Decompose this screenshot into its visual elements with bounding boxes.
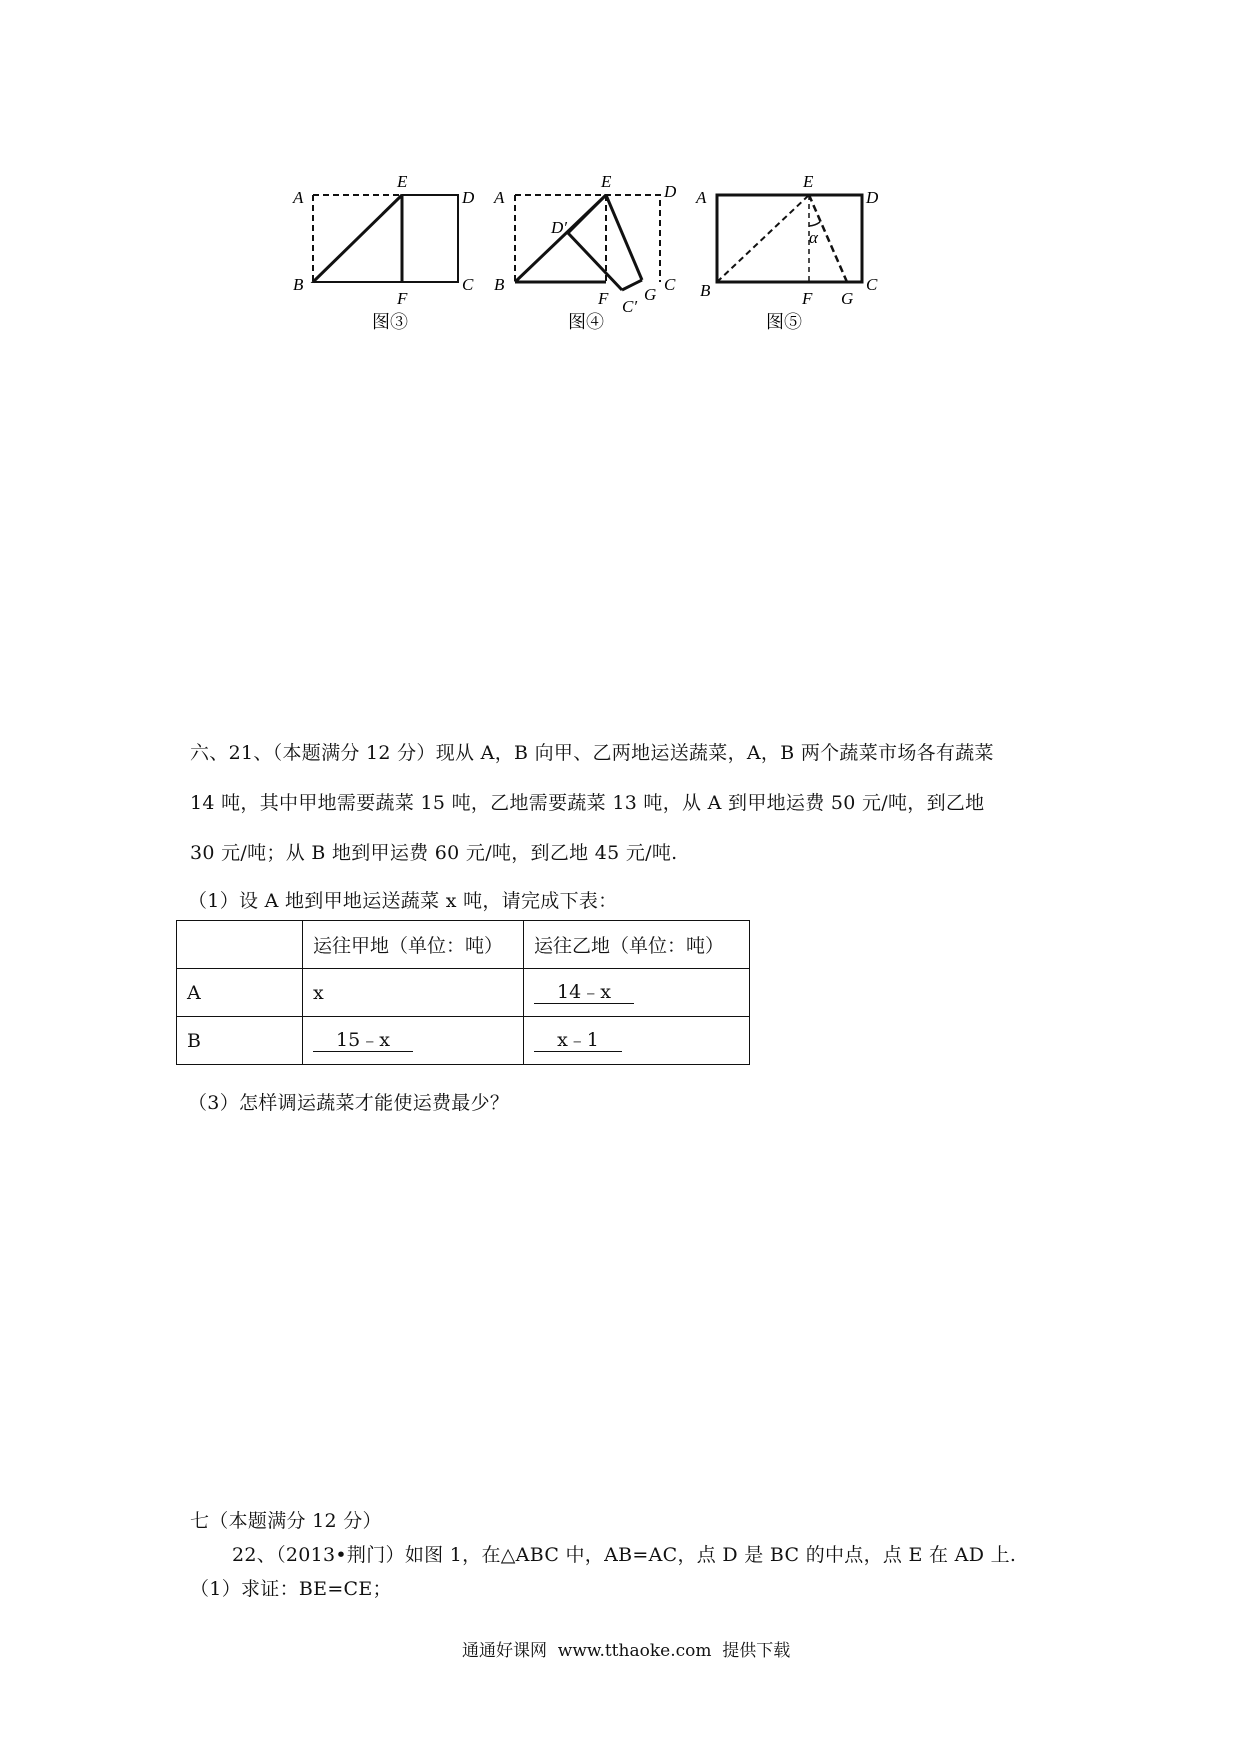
row-b-label: B (177, 1017, 303, 1065)
figure-4 (515, 195, 660, 290)
fig5-label-d: D (866, 188, 879, 207)
fig4-label-dprime: D′ (551, 218, 567, 237)
fig5-label-c: C (866, 275, 878, 294)
fig5-label-alpha: α (809, 228, 818, 247)
fig3-label-d: D (462, 188, 475, 207)
q21-part-1: （1）设 A 地到甲地运送蔬菜 x 吨，请完成下表： (188, 890, 618, 912)
page-footer: 通通好课网 www.tthaoke.com 提供下载 (462, 1641, 791, 1661)
row-a-yi-cell (524, 969, 750, 1017)
fig4-label-g: G (644, 285, 657, 304)
table-row (177, 1017, 750, 1065)
table-header-row (177, 921, 750, 969)
figure-5 (717, 195, 862, 282)
fig5-caption: 图⑤ (766, 312, 802, 333)
fig5-label-b: B (700, 281, 711, 300)
fig3-label-f: F (397, 289, 408, 308)
figure-3 (313, 195, 458, 282)
row-b-yi-answer: x﹣1 (534, 1029, 622, 1052)
q21-line-1: 六、21、（本题满分 12 分）现从 A，B 向甲、乙两地运送蔬菜，A，B 两个蔬菜市场各有蔬菜 (190, 742, 994, 764)
geometry-figures (0, 0, 1240, 360)
fig4-label-d: D (664, 182, 677, 201)
q21-table (176, 920, 750, 1065)
fig5-label-g: G (841, 289, 854, 308)
q21-part-3: （3）怎样调运蔬菜才能使运费最少？ (188, 1092, 510, 1114)
row-a-label: A (177, 969, 303, 1017)
row-b-jia-cell (303, 1017, 524, 1065)
q22-header: 七（本题满分 12 分） (190, 1510, 382, 1532)
fig5-label-a: A (696, 188, 707, 207)
fig3-label-a: A (293, 188, 304, 207)
fig4-label-a: A (494, 188, 505, 207)
fig3-label-c: C (462, 275, 474, 294)
q22-part-1: （1）求证：BE=CE； (190, 1578, 392, 1600)
fig3-label-e: E (397, 172, 408, 191)
fig4-label-cprime: C′ (622, 297, 638, 316)
fig3-caption: 图③ (372, 312, 408, 333)
fig4-label-c: C (664, 275, 676, 294)
q22-line-1: 22、（2013•荆门）如图 1，在△ABC 中，AB=AC，点 D 是 BC 的中点，点 E 在 AD 上. (232, 1544, 1017, 1566)
table-header-empty (177, 921, 303, 969)
row-b-yi-cell (524, 1017, 750, 1065)
fig4-label-b: B (494, 275, 505, 294)
table-header-jia: 运往甲地（单位：吨） (303, 921, 524, 969)
table-header-yi: 运往乙地（单位：吨） (524, 921, 750, 969)
q21-line-2: 14 吨，其中甲地需要蔬菜 15 吨，乙地需要蔬菜 13 吨，从 A 到甲地运费 50 元/吨，到乙地 (190, 792, 985, 814)
fig5-label-e: E (803, 172, 814, 191)
q21-line-3: 30 元/吨；从 B 地到甲运费 60 元/吨，到乙地 45 元/吨. (190, 842, 678, 864)
row-b-jia-answer: 15﹣x (313, 1029, 413, 1052)
fig4-label-f: F (598, 289, 609, 308)
fig3-label-b: B (293, 275, 304, 294)
fig5-label-f: F (802, 289, 813, 308)
row-a-yi-answer: 14﹣x (534, 981, 634, 1004)
fig4-label-e: E (601, 172, 612, 191)
row-a-jia: x (303, 969, 524, 1017)
fig4-caption: 图④ (568, 312, 604, 333)
table-row (177, 969, 750, 1017)
